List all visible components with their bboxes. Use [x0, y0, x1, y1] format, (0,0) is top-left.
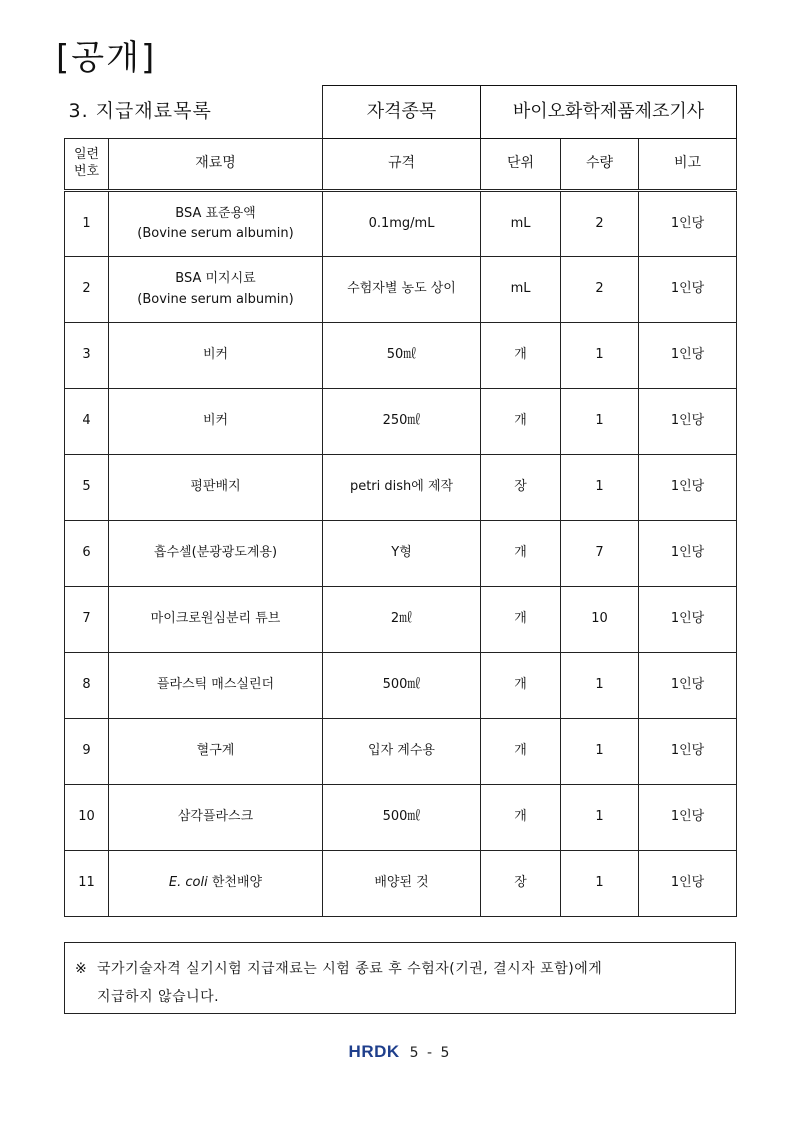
material-name-subtext: (Bovine serum albumin) — [137, 291, 294, 307]
row-unit: 개 — [481, 719, 561, 785]
row-spec: Y형 — [323, 521, 481, 587]
material-name-text: 한천배양 — [207, 875, 263, 891]
row-material-name — [109, 521, 323, 587]
row-unit: 개 — [481, 323, 561, 389]
row-material-name — [109, 587, 323, 653]
row-note: 1인당 — [639, 719, 737, 785]
materials-table — [64, 85, 737, 917]
row-quantity: 1 — [561, 785, 639, 851]
col-header-number-text — [74, 147, 99, 179]
qualification-value: 바이오화학제품제조기사 — [481, 86, 737, 139]
table-row — [65, 785, 737, 851]
hrdk-logo: HRDK — [348, 1042, 400, 1061]
material-name-text: 혈구계 — [196, 743, 235, 759]
row-material-name — [109, 785, 323, 851]
row-quantity: 7 — [561, 521, 639, 587]
column-header-row — [65, 139, 737, 191]
row-note: 1인당 — [639, 653, 737, 719]
row-number: 1 — [65, 191, 109, 257]
row-note: 1인당 — [639, 257, 737, 323]
row-number: 9 — [65, 719, 109, 785]
col-header-name: 재료명 — [109, 139, 323, 191]
row-spec: 2㎖ — [323, 587, 481, 653]
notice-line-2: 지급하지 않습니다. — [97, 989, 220, 1005]
table-row — [65, 851, 737, 917]
row-unit: 개 — [481, 389, 561, 455]
row-material-name — [109, 851, 323, 917]
row-number: 6 — [65, 521, 109, 587]
row-number: 4 — [65, 389, 109, 455]
row-material-name — [109, 257, 323, 323]
row-spec: 수험자별 농도 상이 — [323, 257, 481, 323]
material-name-text: 삼각플라스크 — [177, 809, 254, 825]
col-header-unit: 단위 — [481, 139, 561, 191]
row-unit: 장 — [481, 851, 561, 917]
page-number: 5 - 5 — [409, 1045, 452, 1061]
section-title: 3. 지급재료목록 — [65, 86, 323, 139]
row-quantity: 1 — [561, 851, 639, 917]
table-row — [65, 257, 737, 323]
material-name-text: 흡수셀(분광광도계용) — [153, 545, 278, 561]
row-spec: 입자 계수용 — [323, 719, 481, 785]
table-row — [65, 521, 737, 587]
row-note: 1인당 — [639, 785, 737, 851]
row-unit: 장 — [481, 455, 561, 521]
row-material-name — [109, 389, 323, 455]
material-name-text: 평판배지 — [190, 479, 241, 495]
row-note: 1인당 — [639, 455, 737, 521]
table-title-row — [65, 86, 737, 139]
col-header-number-line: 번호 — [73, 164, 100, 179]
row-quantity: 2 — [561, 191, 639, 257]
row-quantity: 10 — [561, 587, 639, 653]
row-unit: mL — [481, 191, 561, 257]
row-number: 7 — [65, 587, 109, 653]
col-header-note: 비고 — [639, 139, 737, 191]
row-spec: 250㎖ — [323, 389, 481, 455]
col-header-number-line: 일련 — [73, 147, 100, 163]
material-name-text: BSA 미지시료 — [175, 271, 256, 287]
row-material-name — [109, 323, 323, 389]
table-row — [65, 389, 737, 455]
row-number: 3 — [65, 323, 109, 389]
row-material-name — [109, 653, 323, 719]
row-unit: mL — [481, 257, 561, 323]
row-quantity: 1 — [561, 719, 639, 785]
row-material-name — [109, 191, 323, 257]
material-name-text: 비커 — [202, 347, 229, 363]
table-row — [65, 323, 737, 389]
row-number: 5 — [65, 455, 109, 521]
row-quantity: 1 — [561, 455, 639, 521]
table-row — [65, 191, 737, 257]
public-badge: [공개] — [56, 38, 157, 78]
row-note: 1인당 — [639, 851, 737, 917]
row-note: 1인당 — [639, 587, 737, 653]
col-header-qty: 수량 — [561, 139, 639, 191]
row-note: 1인당 — [639, 191, 737, 257]
row-note: 1인당 — [639, 521, 737, 587]
row-unit: 개 — [481, 521, 561, 587]
row-unit: 개 — [481, 785, 561, 851]
row-number: 8 — [65, 653, 109, 719]
row-number: 2 — [65, 257, 109, 323]
table-row — [65, 587, 737, 653]
material-name-text: BSA 표준용액 — [175, 205, 256, 221]
row-quantity: 1 — [561, 389, 639, 455]
row-spec: 50㎖ — [323, 323, 481, 389]
table-row — [65, 719, 737, 785]
material-name-text: 마이크로원심분리 튜브 — [150, 611, 281, 627]
row-material-name — [109, 719, 323, 785]
table-row — [65, 455, 737, 521]
reference-mark: ※ — [75, 961, 88, 977]
row-spec: 0.1mg/mL — [323, 191, 481, 257]
row-material-name — [109, 455, 323, 521]
row-quantity: 1 — [561, 653, 639, 719]
row-quantity: 1 — [561, 323, 639, 389]
material-name-subtext: (Bovine serum albumin) — [137, 226, 294, 241]
material-name-text: 플라스틱 매스실린더 — [156, 677, 275, 693]
notice-box — [64, 942, 736, 1014]
notice-line-1 — [75, 955, 725, 983]
material-name-italic: E. coli — [168, 875, 208, 891]
qualification-label: 자격종목 — [323, 86, 481, 139]
row-quantity: 2 — [561, 257, 639, 323]
notice-text-1: 국가기술자격 실기시험 지급재료는 시험 종료 후 수험자(기권, 결시자 포함)에게 — [97, 961, 603, 977]
page-footer — [0, 1042, 800, 1062]
table-row — [65, 653, 737, 719]
col-header-number — [65, 139, 109, 191]
row-number: 10 — [65, 785, 109, 851]
row-note: 1인당 — [639, 389, 737, 455]
row-spec: 500㎖ — [323, 785, 481, 851]
row-spec: 500㎖ — [323, 653, 481, 719]
row-number: 11 — [65, 851, 109, 917]
row-note: 1인당 — [639, 323, 737, 389]
row-unit: 개 — [481, 653, 561, 719]
col-header-spec: 규격 — [323, 139, 481, 191]
row-spec: petri dish에 제작 — [323, 455, 481, 521]
row-spec: 배양된 것 — [323, 851, 481, 917]
material-name-text: 비커 — [202, 413, 229, 429]
row-unit: 개 — [481, 587, 561, 653]
